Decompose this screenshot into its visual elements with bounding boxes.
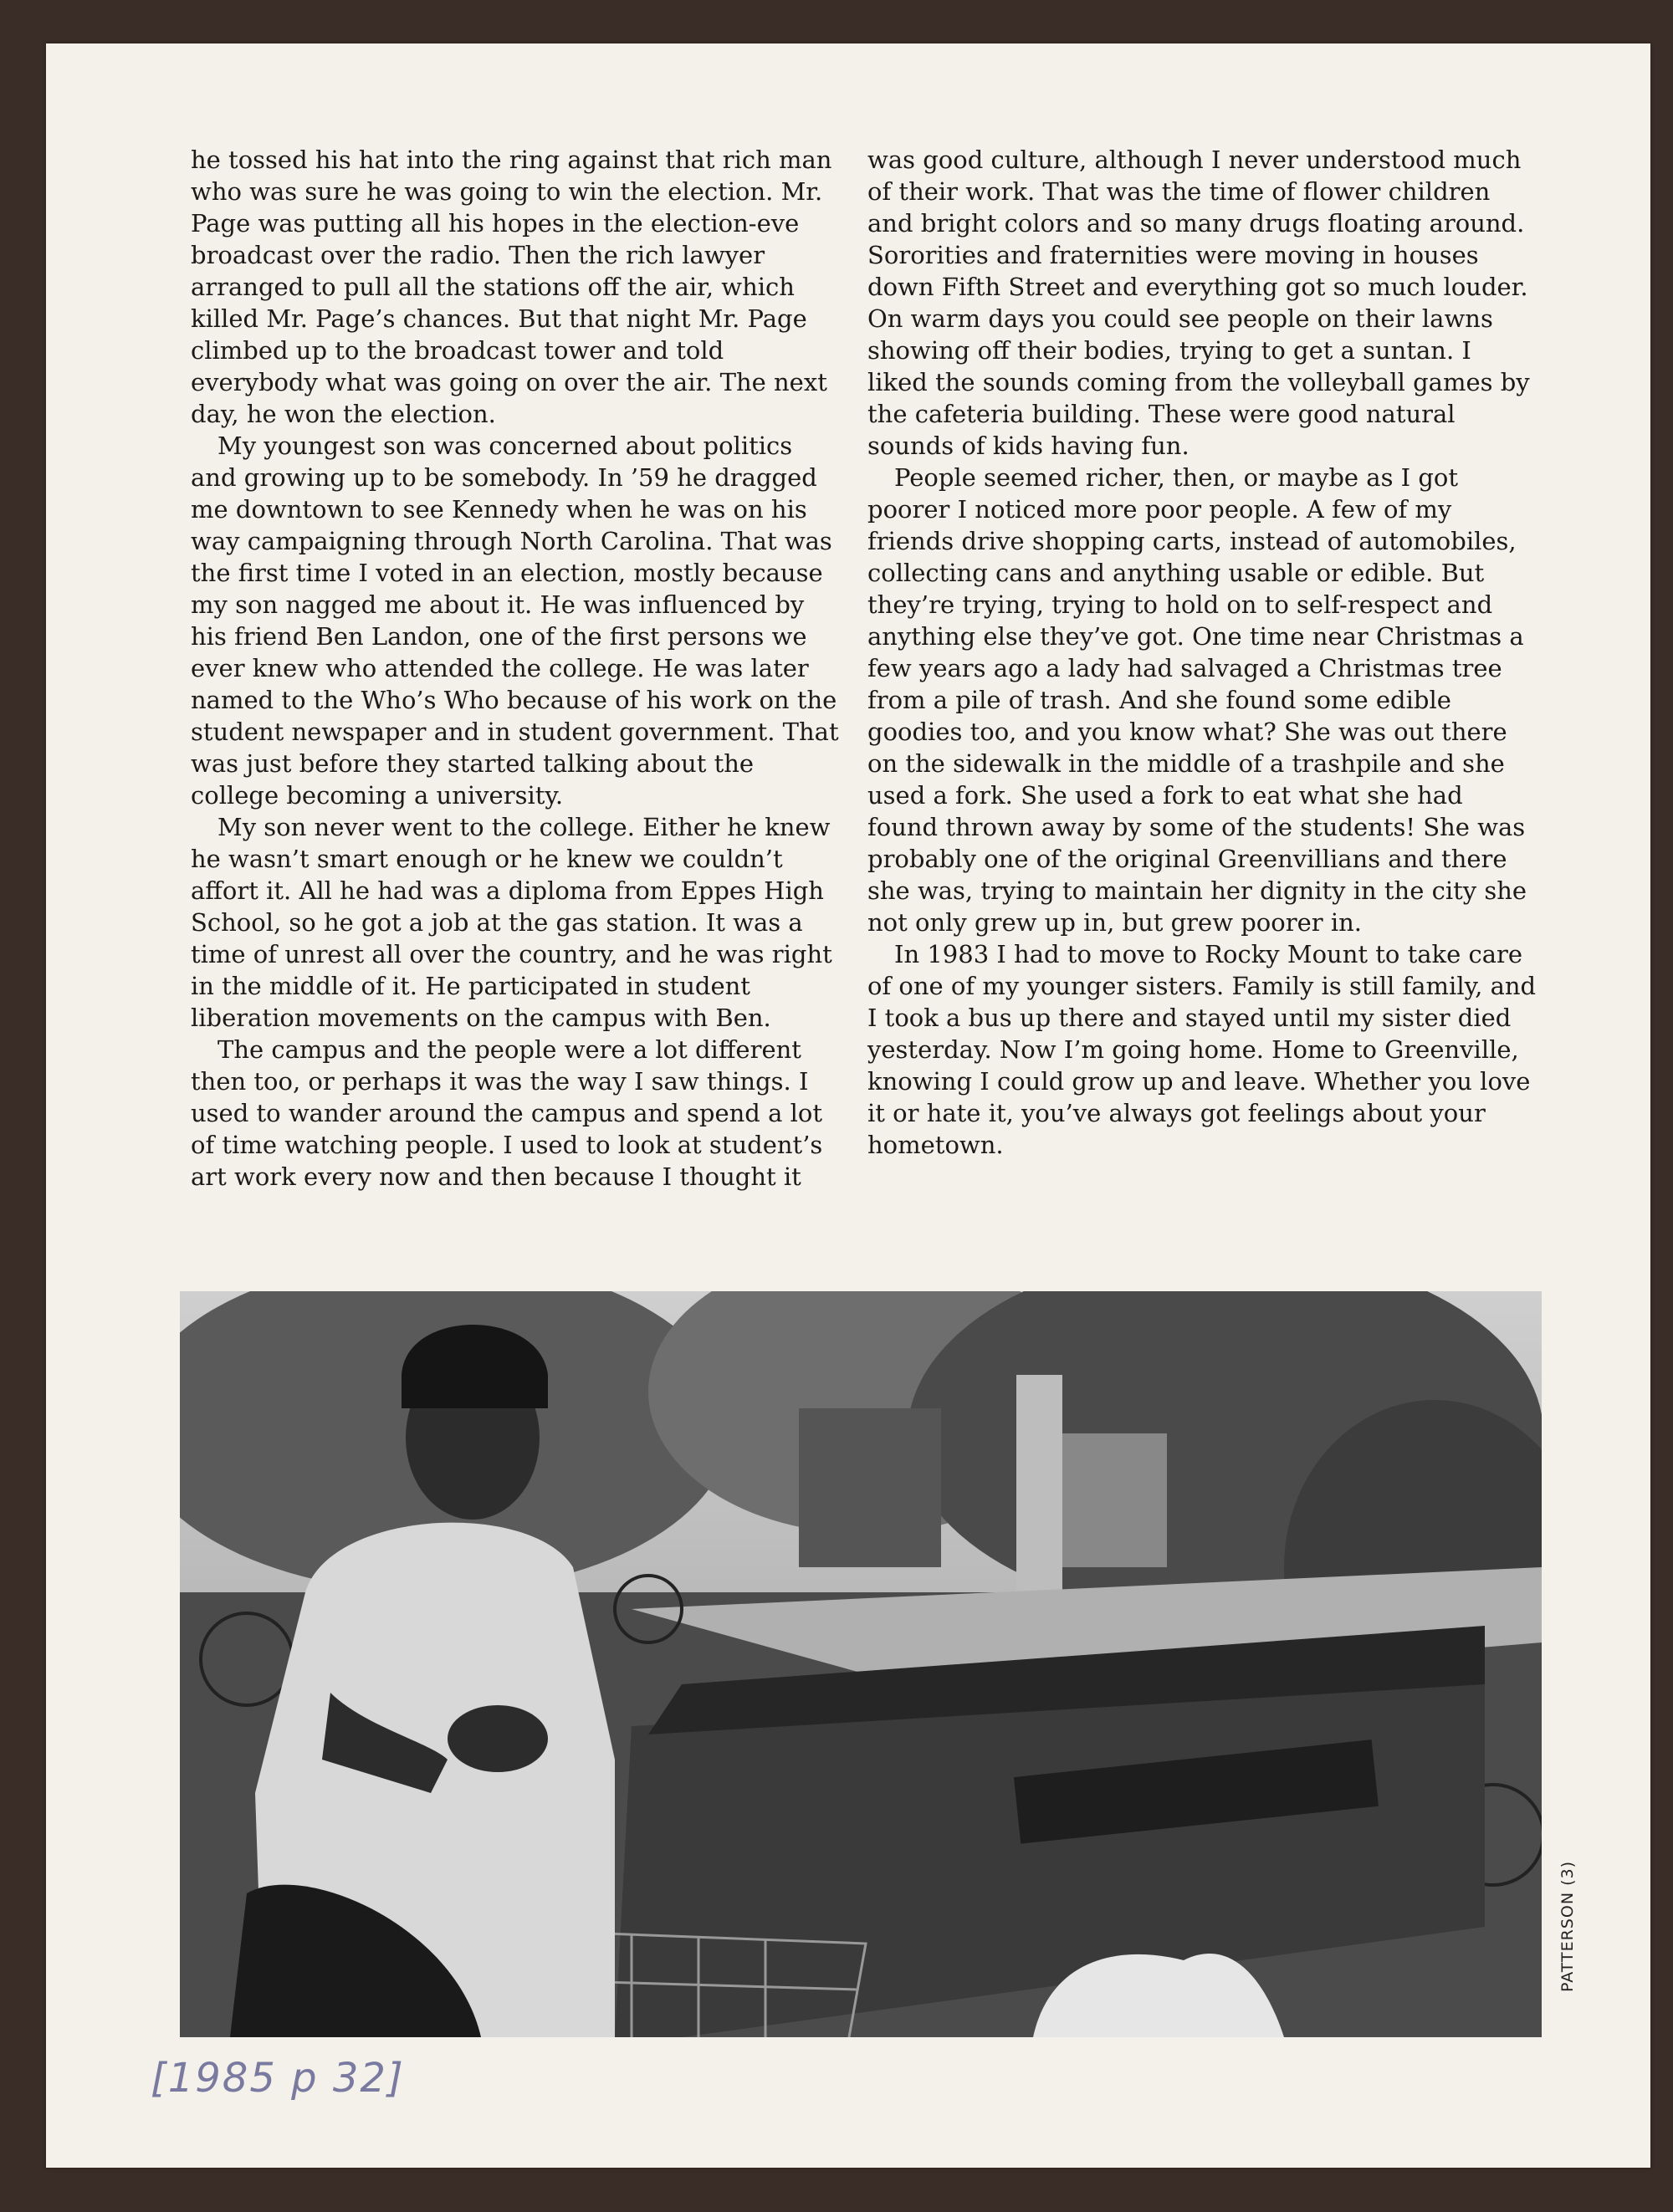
photograph-illustration [180, 1291, 1542, 2037]
paragraph: The campus and the people were a lot different then too, or perhaps it was the way I saw things. I used to wander around the campus and spend a lot of time watching people. I used to look at student’s art work every now and then because I thought it [191, 1035, 823, 1191]
handwritten-annotation: [1985 p 32] [151, 2055, 405, 2102]
article-column-left [191, 144, 845, 1193]
magazine-page [46, 43, 1650, 2168]
article-column-right [867, 144, 1537, 1161]
paragraph: People seemed richer, then, or maybe as I got poorer I noticed more poor people. A few of my friends drive shopping carts, instead of automobiles, collecting cans and anything usable or edible. But they’re trying, trying to hold on to self-respect and anything else they’ve got. One time near Christmas a few years ago a lady had salvaged a Christmas tree from a pile of trash. And she found some edible goodies too, and you know what? She was out there on the sidewalk in the middle of a trashpile and she used a fork. She used a fork to eat what she had found thrown away by some of the students! She was probably one of the original Greenvillians and there she was, trying to maintain her dignity in the city she not only grew up in, but grew poorer in. [867, 463, 1527, 937]
photograph [180, 1291, 1542, 2037]
paragraph: In 1983 I had to move to Rocky Mount to take care of one of my younger sisters. Family is still family, and I took a bus up there and stayed until my sister died yesterday. Now I’m going home. Home to Greenville, knowing I could grow up and leave. Whether you love it or hate it, you’ve always got feelings about your hometown. [867, 940, 1537, 1159]
photo-credit: PATTERSON (3) [1558, 1860, 1577, 1992]
paragraph: My youngest son was concerned about politics and growing up to be somebody. In ’59 he dragged me downtown to see Kennedy when he was on his way campaigning through North Carolina. That was the first time I voted in an election, mostly because my son nagged me about it. He was influenced by his friend Ben Landon, one of the first persons we ever knew who attended the college. He was later named to the Who’s Who because of his work on the student newspaper and in student government. That was just before they started talking about the college becoming a university. [191, 432, 839, 810]
paragraph: was good culture, although I never understood much of their work. That was the time of flower children and bright colors and so many drugs floating around. Sororities and fraternities were moving in houses down Fifth Street and everything got so much louder. On warm days you could see people on their lawns showing off their bodies, trying to get a suntan. I liked the sounds coming from the volleyball games by the cafeteria building. These were good natural sounds of kids having fun. [867, 146, 1530, 460]
paragraph: My son never went to the college. Either he knew he wasn’t smart enough or he knew we couldn’t affort it. All he had was a diploma from Eppes High School, so he got a job at the gas station. It was a time of unrest all over the country, and he was right in the middle of it. He participated in student liberation movements on the campus with Ben. [191, 813, 832, 1032]
paragraph: he tossed his hat into the ring against that rich man who was sure he was going to win the election. Mr. Page was putting all his hopes in the election-eve broadcast over the radio. Then the rich lawyer arranged to pull all the stations off the air, which killed Mr. Page’s chances. But that night Mr. Page climbed up to the broadcast tower and told everybody what was going on over the air. The next day, he won the election. [191, 146, 832, 428]
